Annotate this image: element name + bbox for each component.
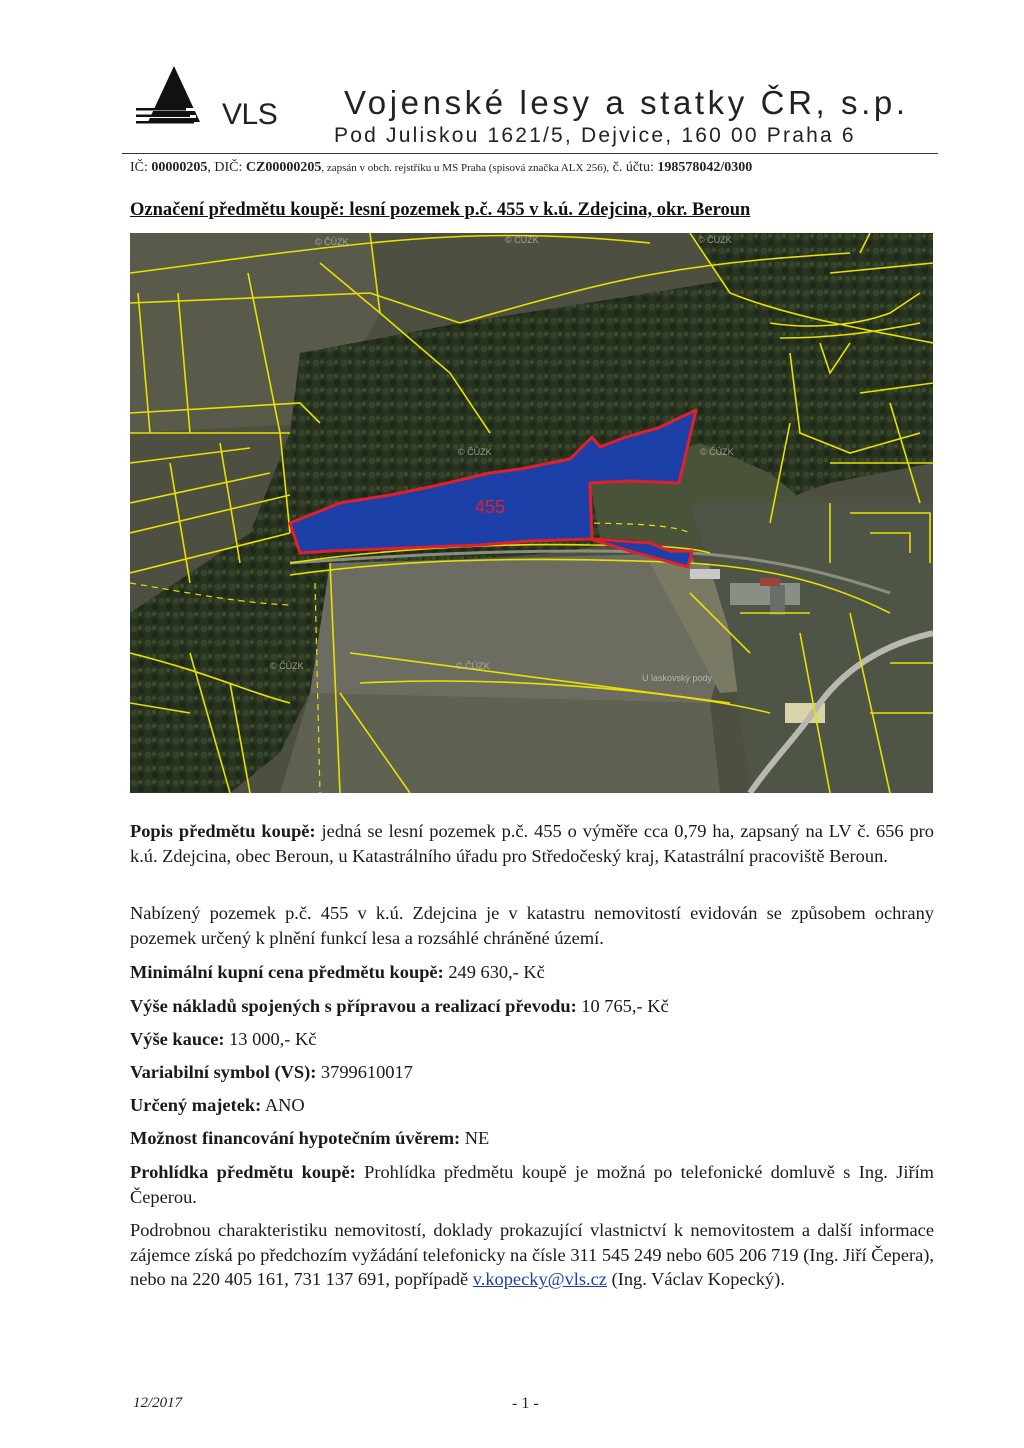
cuzk-watermark: © ČÚZK — [456, 661, 490, 671]
contact-paragraph — [130, 1218, 934, 1292]
ic-label: IČ: — [130, 160, 152, 175]
mortgage-financing — [130, 1128, 489, 1149]
registry-note: , zapsán v obch. rejstříku u MS Praha (spisová značka ALX 256), — [321, 162, 610, 174]
field-label: Možnost financování hypotečním úvěrem: — [130, 1128, 461, 1148]
map-image — [130, 233, 933, 793]
contact-text: Podrobnou charakteristiku nemovitostí, doklady prokazující vlastnictví k nemovitostem a další informace zájemce získá po předchozím vyžádání telefonicky na čísle 311 545 249 nebo 605 206 719 (Ing. Jiří Čepera), nebo na 220 405 161, 731 137 691, popřípadě — [130, 1220, 934, 1290]
header-divider — [122, 153, 938, 154]
protection-paragraph: Nabízený pozemek p.č. 455 v k.ú. Zdejcina je v katastru nemovitostí evidován se způsobem ochrany pozemek určený k plnění funkcí lesa a rozsáhlé chráněné území. — [130, 903, 934, 948]
deposit — [130, 1029, 316, 1050]
organization-name: Vojenské lesy a statky ČR, s.p. — [344, 84, 909, 121]
description-paragraph — [130, 819, 934, 868]
footer-date: 12/2017 — [133, 1395, 183, 1411]
field-label: Variabilní symbol (VS): — [130, 1062, 317, 1082]
field-value: 249 630,- Kč — [443, 962, 545, 982]
cuzk-watermark: © ČÚZK — [270, 661, 304, 671]
inspection-label: Prohlídka předmětu koupě: — [130, 1162, 356, 1182]
registration-line — [130, 160, 752, 176]
description-label: Popis předmětu koupě: — [130, 821, 316, 841]
contact-text-end: (Ing. Václav Kopecký). — [606, 1269, 785, 1290]
cuzk-watermark: © ČÚZK — [700, 447, 734, 457]
page-number: - 1 - — [512, 1395, 539, 1412]
field-value: ANO — [261, 1095, 305, 1115]
field-label: Výše nákladů spojených s přípravou a realizací převodu: — [130, 996, 577, 1016]
designated-property — [130, 1095, 305, 1116]
cuzk-watermark: © ČÚZK — [315, 237, 349, 247]
logo-text: VLS — [222, 98, 278, 131]
document-title: Označení předmětu koupě: lesní pozemek p.č. 455 v k.ú. Zdejcina, okr. Beroun — [130, 200, 751, 220]
place-label: U laskovský pody — [642, 673, 713, 683]
variable-symbol — [130, 1062, 413, 1083]
field-label: Minimální kupní cena předmětu koupě: — [130, 962, 444, 982]
cadastral-map — [130, 233, 933, 793]
cuzk-watermark: © ČÚZK — [458, 447, 492, 457]
field-label: Výše kauce: — [130, 1029, 225, 1049]
ic-value: 00000205 — [151, 160, 208, 175]
field-value: NE — [460, 1128, 490, 1148]
cuzk-watermark: © ČÚZK — [698, 235, 732, 245]
dic-label: , DIČ: — [207, 160, 246, 175]
account-value: 198578042/0300 — [657, 160, 753, 175]
account-label: č. účtu: — [609, 160, 658, 175]
email-link[interactable]: v.kopecky@vls.cz — [472, 1269, 607, 1290]
field-value: 3799610017 — [316, 1062, 413, 1082]
field-value: 10 765,- Kč — [576, 996, 669, 1016]
parcel-label: 455 — [475, 497, 506, 517]
field-label: Určený majetek: — [130, 1095, 262, 1115]
cuzk-watermark: © ČÚZK — [505, 235, 539, 245]
organization-address: Pod Juliskou 1621/5, Dejvice, 160 00 Praha 6 — [334, 124, 856, 147]
inspection-paragraph — [130, 1160, 934, 1209]
transfer-costs — [130, 996, 669, 1017]
field-value: 13 000,- Kč — [224, 1029, 317, 1049]
inspection-text: Prohlídka předmětu koupě je možná po telefonické domluvě s Ing. Jiřím Čeperou. — [130, 1162, 934, 1207]
dic-value: CZ00000205 — [245, 160, 322, 175]
description-text: jedná se lesní pozemek p.č. 455 o výměře cca 0,79 ha, zapsaný na LV č. 656 pro k.ú. Zdejcina, obec Beroun, u Katastrálního úřadu pro Středočeský kraj, Katastrální pracoviště Beroun. — [130, 821, 935, 866]
minimum-price — [130, 962, 545, 983]
